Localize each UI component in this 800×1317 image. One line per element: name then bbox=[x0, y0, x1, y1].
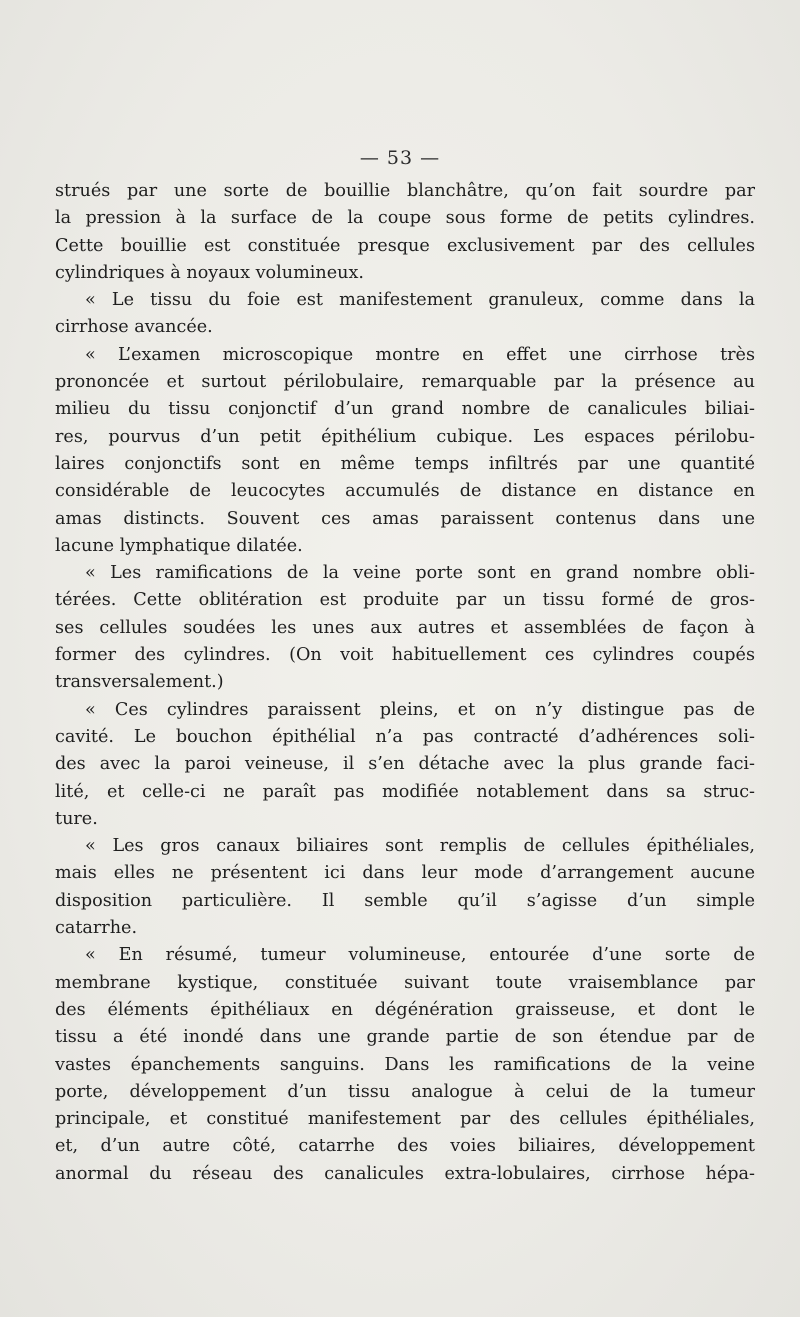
text-line: vastes épanchements sanguins. Dans les ramifications de la veine bbox=[55, 1054, 755, 1075]
text-line: « En résumé, tumeur volumineuse, entourée d’une sorte de bbox=[85, 945, 755, 966]
text-line: porte, développement d’un tissu analogue à celui de la tumeur bbox=[55, 1081, 755, 1102]
text-line: térées. Cette oblitération est produite par un tissu formé de gros- bbox=[55, 590, 755, 611]
text-line: ture. bbox=[55, 808, 98, 829]
text-line: strués par une sorte de bouillie blanchâtre, qu’on fait sourdre par bbox=[55, 181, 755, 201]
body-text bbox=[55, 178, 755, 1188]
text-line: milieu du tissu conjonctif d’un grand nombre de canalicules biliai- bbox=[55, 399, 755, 420]
text-line: transversalement.) bbox=[55, 672, 224, 693]
text-line: « Ces cylindres paraissent pleins, et on n’y distingue pas de bbox=[85, 699, 755, 720]
text-line: la pression à la surface de la coupe sous forme de petits cylindres. bbox=[55, 208, 755, 229]
page-number: — 53 — bbox=[359, 147, 441, 169]
text-line: mais elles ne présentent ici dans leur mode d’arrangement aucune bbox=[55, 863, 755, 884]
text-line: res, pourvus d’un petit épithélium cubique. Les espaces périlobu- bbox=[55, 426, 755, 447]
text-line: cavité. Le bouchon épithélial n’a pas contracté d’adhérences soli- bbox=[55, 726, 755, 747]
text-line: anormal du réseau des canalicules extra-lobulaires, cirrhose hépa- bbox=[55, 1163, 755, 1184]
text-line: et, d’un autre côté, catarrhe des voies biliaires, développement bbox=[55, 1136, 755, 1157]
text-line: Cette bouillie est constituée presque exclusivement par des cellules bbox=[55, 235, 755, 256]
text-line: disposition particulière. Il semble qu’il s’agisse d’un simple bbox=[55, 890, 755, 911]
text-line: cylindriques à noyaux volumineux. bbox=[55, 262, 364, 283]
text-line: des avec la paroi veineuse, il s’en détache avec la plus grande faci- bbox=[55, 754, 755, 775]
text-line: « Les ramifications de la veine porte sont en grand nombre obli- bbox=[85, 563, 755, 584]
text-line: lacune lymphatique dilatée. bbox=[55, 535, 303, 556]
text-line: amas distincts. Souvent ces amas paraissent contenus dans une bbox=[55, 508, 755, 529]
text-line: former des cylindres. (On voit habituellement ces cylindres coupés bbox=[55, 645, 755, 666]
text-line: lité, et celle-ci ne paraît pas modifiée notablement dans sa struc- bbox=[55, 781, 755, 802]
text-line: membrane kystique, constituée suivant toute vraisemblance par bbox=[55, 972, 755, 993]
text-line: principale, et constitué manifestement par des cellules épithéliales, bbox=[55, 1109, 755, 1130]
text-line: prononcée et surtout périlobulaire, remarquable par la présence au bbox=[55, 372, 755, 393]
text-line: catarrhe. bbox=[55, 918, 138, 939]
text-line: tissu a été inondé dans une grande partie de son étendue par de bbox=[55, 1027, 755, 1048]
text-line: cirrhose avancée. bbox=[55, 317, 213, 338]
text-line: laires conjonctifs sont en même temps infiltrés par une quantité bbox=[55, 453, 755, 474]
text-line: considérable de leucocytes accumulés de distance en distance en bbox=[55, 481, 755, 502]
text-line: « Les gros canaux biliaires sont remplis de cellules épithéliales, bbox=[85, 836, 755, 857]
text-line: « Le tissu du foie est manifestement granuleux, comme dans la bbox=[85, 290, 755, 311]
text-line: ses cellules soudées les unes aux autres et assemblées de façon à bbox=[55, 617, 755, 638]
text-line: des éléments épithéliaux en dégénération graisseuse, et dont le bbox=[55, 999, 755, 1020]
text-line: « L’examen microscopique montre en effet une cirrhose très bbox=[85, 344, 755, 365]
